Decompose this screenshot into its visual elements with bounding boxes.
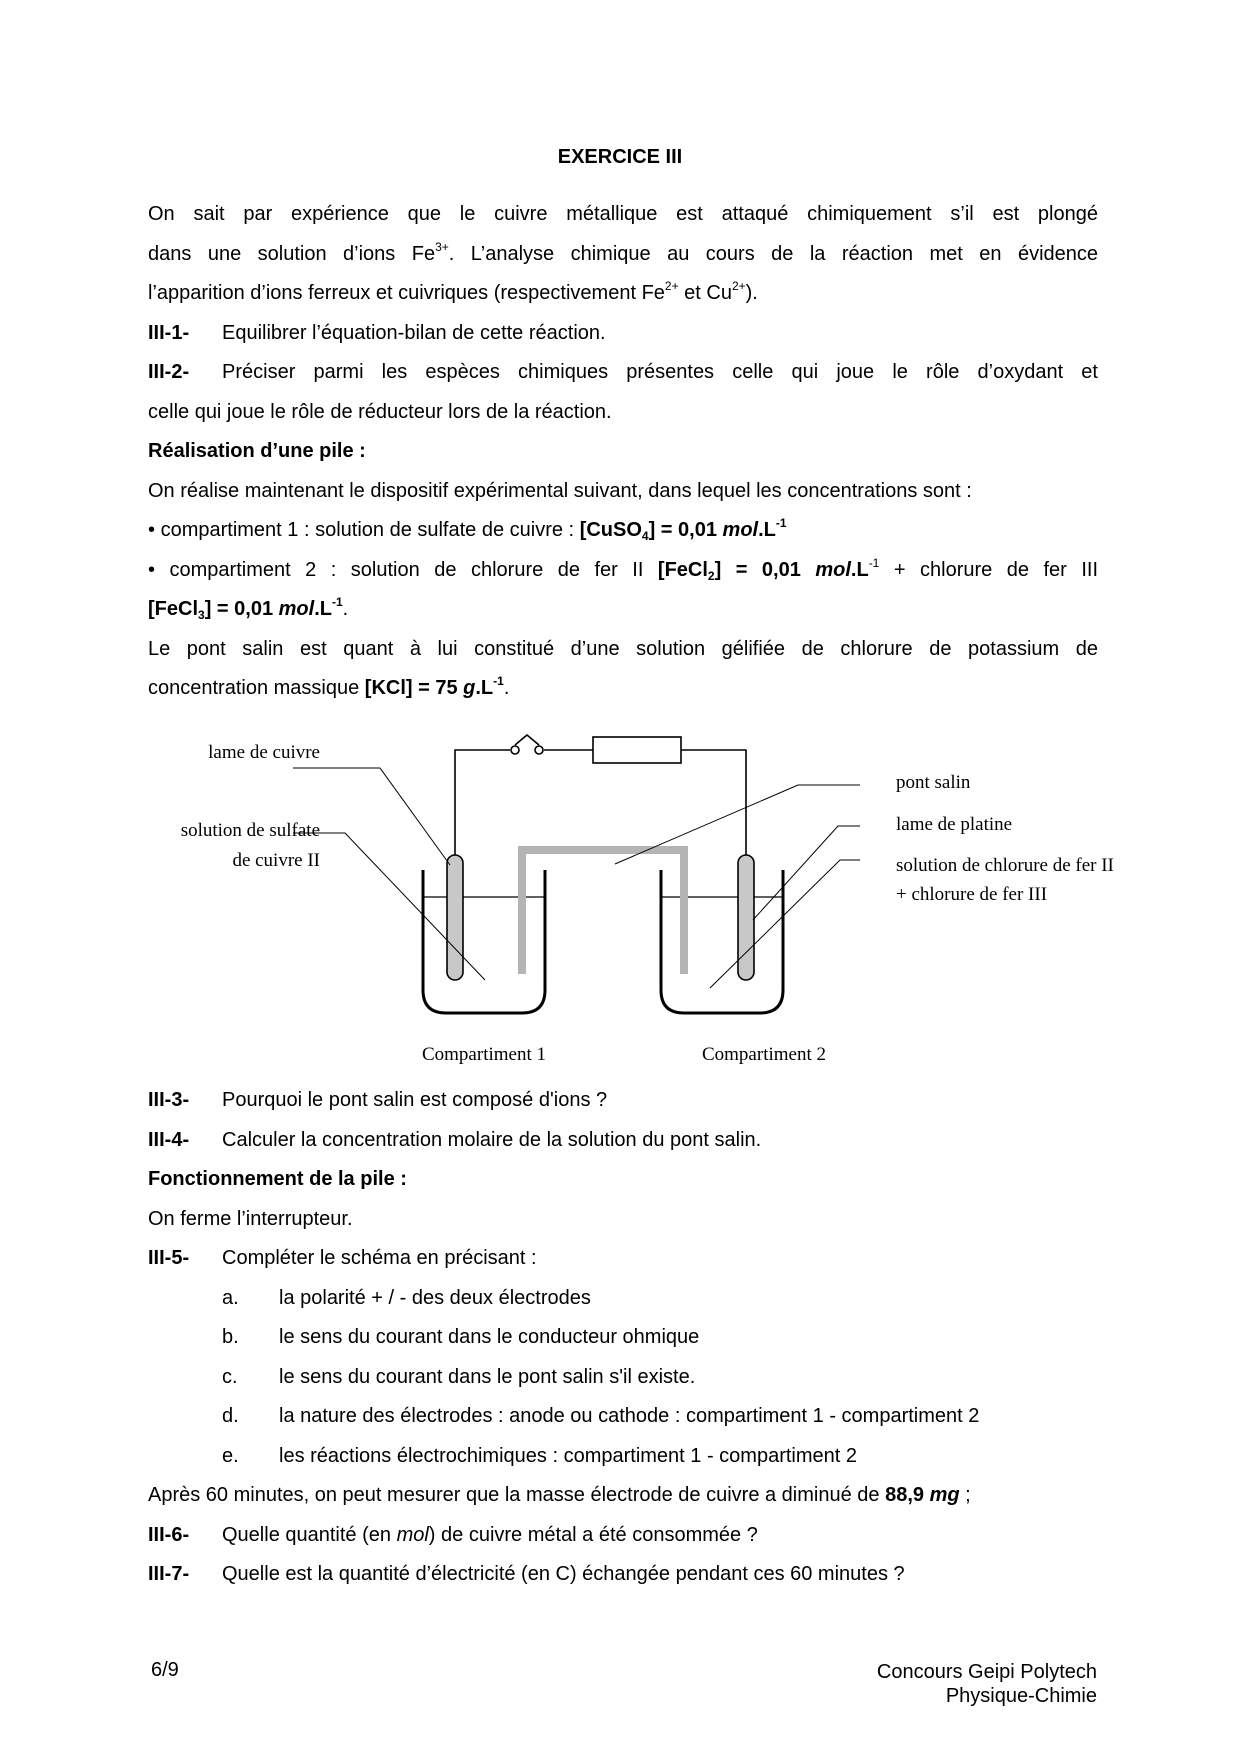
salt-bridge-line-2: concentration massique [KCl] = 75 $g.L^{-1}$. [148,674,510,699]
section-heading-fonctionnement: Fonctionnement de la pile : [148,1168,407,1190]
platinum-electrode [738,855,754,980]
wire-right [681,750,746,885]
question-iii-1: III-1- Equilibrer l’équation-bilan de cette réaction. [148,321,606,344]
question-iii-5-item: e. les réactions électrochimiques : compartiment 1 - compartiment 2 [222,1444,858,1467]
mass-loss-statement: Après 60 minutes, on peut mesurer que la masse électrode de cuivre a diminué de 88,9 mg ; [148,1484,971,1506]
fonctionnement-text: On ferme l’interrupteur. [148,1207,353,1230]
question-iii-2-line-2: celle qui joue le rôle de réducteur lors de la réaction. [148,400,612,423]
compartment-1-spec: • compartiment 1 : solution de sulfate de cuivre : [CuSO$_4$] = 0,01 $mol.L^{-1}$ [148,516,787,543]
question-iii-5-item: b. le sens du courant dans le conducteur ohmique [222,1326,700,1348]
beaker-1 [423,870,545,1013]
question-iii-5-item: c. le sens du courant dans le pont salin s'il existe. [222,1365,696,1388]
question-iii-7: III-7- Quelle est la quantité d’électricité (en C) échangée pendant ces 60 minutes ? [148,1563,905,1585]
label-copper-plate: lame de cuivre [208,742,320,763]
question-iii-6: III-6- Quelle quantité (en mol) de cuivre métal a été consommée ? [148,1523,758,1546]
label-salt-bridge: pont salin [896,772,971,793]
label-chloride-line-1: solution de chlorure de fer II [896,855,1114,876]
footer-subject: Physique-Chimie [945,1685,1097,1707]
page-number: 6/9 [151,1659,179,1681]
leader-chloride [710,860,860,988]
switch-contact-right [535,746,543,754]
caption-compartment-2: Compartiment 2 [701,1044,827,1065]
caption-compartment-1: Compartiment 1 [421,1044,547,1065]
copper-electrode [447,855,463,980]
intro-line-3: l’apparition d’ions ferreux et cuivriques (respectivement $Fe^{2+}$ et $Cu^{2+}$). [148,279,758,304]
salt-bridge-line-1: Le pont salin est quant à lui constitué d’une solution gélifiée de chlorure de potassium de [148,637,1098,660]
question-iii-3: III-3- Pourquoi le pont salin est composé d'ions ? [148,1089,608,1111]
question-iii-5: III-5- Compléter le schéma en précisant : [148,1247,537,1269]
footer-info [877,1660,1097,1708]
question-iii-4: III-4- Calculer la concentration molaire de la solution du pont salin. [148,1128,762,1151]
electrochemical-cell-diagram [150,730,1150,1080]
intro-line-1: On sait par expérience que le cuivre métallique est attaqué chimiquement s’il est plongé [148,203,1098,225]
question-iii-5-item: d. la nature des électrodes : anode ou cathode : compartiment 1 - compartiment 2 [222,1405,980,1427]
question-iii-2-line-1: III-2- Préciser parmi les espèces chimiques présentes celle qui joue le rôle d’oxydant et [148,361,1098,383]
intro-line-2: dans une solution d’ions $Fe^{3+}$. L’analyse chimique au cours de la réaction met en évidence [148,239,1099,265]
switch-lever [515,735,539,745]
label-chloride-line-2: + chlorure de fer III [896,884,1048,905]
question-iii-5-item: a. la polarité + / - des deux électrodes [222,1286,591,1309]
questions-block [148,1081,1098,1595]
footer-organization: Concours Geipi Polytech [876,1661,1097,1683]
resistor [593,737,681,763]
compartment-2-spec-line-2: [FeCl$_3$] = 0,01 $mol.L^{-1}$. [148,595,349,622]
label-sulfate-line-2: de cuivre II [232,850,320,871]
intro-paragraph [148,195,1098,709]
pile-intro: On réalise maintenant le dispositif expérimental suivant, dans lequel les concentrations sont : [148,479,972,502]
beaker-2 [661,870,783,1013]
label-sulfate-line-1: solution de sulfate [180,820,320,841]
label-platinum-plate: lame de platine [896,814,1013,835]
switch-contact-left [511,746,519,754]
leader-platinum [753,826,860,920]
exercise-title: EXERCICE III [557,146,683,168]
section-heading-pile: Réalisation d’une pile : [148,440,366,462]
compartment-2-spec-line-1: • compartiment 2 : solution de chlorure de fer II [FeCl$_2$] = 0,01 $mol.L^{-1}$ + chlorure de fer III [148,555,1099,583]
